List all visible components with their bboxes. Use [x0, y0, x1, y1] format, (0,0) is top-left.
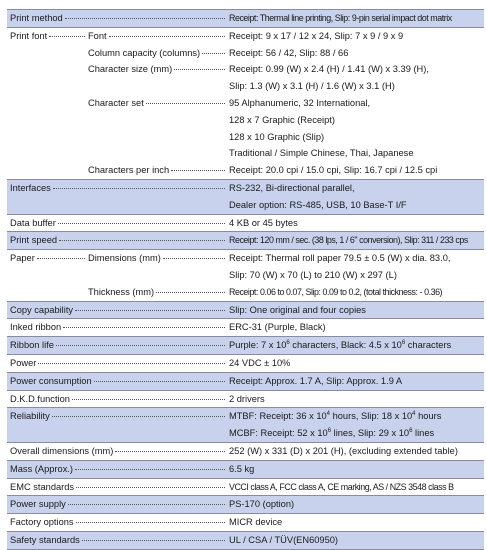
dot-leader [146, 103, 225, 104]
spec-line [7, 129, 484, 146]
spec-value: Receipt: 0.06 to 0.07, Slip: 0.09 to 0.2, (total thickness: - 0.36) [229, 286, 443, 297]
dot-leader [59, 240, 225, 241]
spec-value: Slip: 1.3 (W) x 3.1 (H) / 1.6 (W) x 3.1 (H) [229, 81, 395, 92]
spec-line [7, 112, 484, 129]
spec-label: Power consumption [10, 375, 92, 386]
spec-row [7, 354, 484, 372]
spec-line [7, 391, 484, 408]
dot-leader [115, 451, 225, 452]
spec-row [7, 442, 484, 460]
spec-label: Reliability [10, 411, 50, 422]
spec-row [7, 531, 484, 549]
dot-leader [52, 416, 225, 417]
spec-value: Receipt: Thermal roll paper 79.5 ± 0.5 (W) x dia. 83.0, [229, 253, 451, 264]
spec-line [7, 425, 484, 442]
dot-leader [163, 258, 225, 259]
spec-line [7, 78, 484, 95]
dot-leader [37, 258, 85, 259]
spec-value: UL / CSA / TÜV(EN60950) [229, 534, 339, 545]
superscript-exponent: 4 [326, 411, 330, 418]
dot-leader [109, 36, 225, 37]
spec-line [7, 496, 484, 513]
spec-value: Receipt: 120 mm / sec. (38 lps, 1 / 6" conversion), Slip: 311 / 233 cps [229, 235, 468, 246]
spec-label: Paper [10, 253, 35, 264]
spec-label: Print font [10, 30, 48, 41]
spec-label: Ribbon life [10, 340, 54, 351]
superscript-exponent: 6 [401, 340, 406, 347]
spec-label: Copy capability [10, 304, 74, 315]
dot-leader [171, 170, 225, 171]
spec-row [7, 249, 484, 300]
spec-value: Purple: 7 x $10^6$ characters, Black: 4.5 x $10^6$ characters [229, 340, 452, 351]
spec-line [7, 162, 484, 179]
spec-row [7, 407, 484, 442]
dot-leader [65, 18, 225, 19]
superscript-exponent: 6 [327, 428, 332, 435]
spec-value: 6.5 kg [229, 463, 255, 474]
spec-value: 128 x 7 Graphic (Receipt) [229, 114, 335, 125]
spec-value: Traditional / Simple Chinese, Thai, Japanese [229, 148, 414, 159]
spec-label: Data buffer [10, 217, 56, 228]
spec-line [7, 443, 484, 460]
spec-row [7, 301, 484, 319]
spec-line [7, 61, 484, 78]
dot-leader [174, 69, 225, 70]
spec-value: 2 drivers [229, 393, 265, 404]
dot-leader [72, 399, 225, 400]
spec-value: 128 x 10 Graphic (Slip) [229, 131, 325, 142]
spec-sublabel: Thickness (mm) [88, 286, 155, 297]
spec-row [7, 318, 484, 336]
spec-row [7, 214, 484, 232]
spec-line [7, 355, 484, 372]
dot-leader [76, 522, 225, 523]
spec-line [7, 145, 484, 162]
spec-value: 252 (W) x 331 (D) x 201 (H), (excluding extended table) [229, 445, 458, 456]
dot-leader [63, 327, 225, 328]
spec-value: Receipt: Thermal line printing, Slip: 9-pin serial impact dot matrix [229, 13, 452, 23]
spec-row [7, 336, 484, 354]
spec-value: ERC-31 (Purple, Black) [229, 322, 326, 333]
spec-label: Overall dimensions (mm) [10, 445, 114, 456]
spec-row [7, 460, 484, 478]
spec-row [7, 179, 484, 214]
spec-label: Power supply [10, 499, 66, 510]
dot-leader [82, 540, 225, 541]
dot-leader [56, 345, 225, 346]
spec-label: Factory options [10, 517, 74, 528]
spec-value: 4 KB or 45 bytes [229, 217, 298, 228]
spec-label: Print speed [10, 235, 58, 246]
spec-row [7, 513, 484, 531]
spec-row [7, 231, 484, 249]
spec-row [7, 495, 484, 513]
dot-leader [75, 469, 225, 470]
spec-line [7, 284, 484, 301]
spec-value: 95 Alphanumeric, 32 International, [229, 97, 371, 108]
spec-value: Receipt: 20.0 cpi / 15.0 cpi, Slip: 16.7 cpi / 12.5 cpi [229, 165, 438, 176]
dot-leader [53, 188, 225, 189]
spec-line [7, 337, 484, 354]
spec-table [7, 9, 484, 550]
spec-line [7, 373, 484, 390]
spec-line [7, 479, 484, 496]
dot-leader [156, 292, 225, 293]
spec-value: MICR device [229, 517, 283, 528]
spec-row [7, 390, 484, 408]
spec-value: RS-232, Bi-directional parallel, [229, 182, 355, 193]
dot-leader [38, 363, 225, 364]
spec-label: EMC standards [10, 481, 75, 492]
spec-sublabel: Font [88, 30, 107, 41]
spec-value: Receipt: 9 x 17 / 12 x 24, Slip: 7 x 9 / 9 x 9 [229, 30, 404, 41]
spec-label: Interfaces [10, 182, 51, 193]
dot-leader [75, 310, 225, 311]
spec-value: MTBF: Receipt: 36 x $10^4$ hours, Slip: 18 x $10^4$ hours [229, 411, 442, 422]
spec-value: PS-170 (option) [229, 499, 295, 510]
spec-line [7, 180, 484, 197]
superscript-exponent: 6 [286, 340, 290, 347]
dot-leader [49, 36, 85, 37]
spec-row [7, 27, 484, 179]
spec-line [7, 28, 484, 45]
spec-value: MCBF: Receipt: 52 x $10^6$ lines, Slip: 29 x $10^6$ lines [229, 428, 435, 439]
dot-leader [76, 487, 225, 488]
spec-line [7, 95, 484, 112]
dot-leader [202, 53, 225, 54]
spec-line [7, 232, 484, 249]
spec-value: 24 VDC ± 10% [229, 357, 291, 368]
spec-sublabel: Dimensions (mm) [88, 253, 161, 264]
spec-line [7, 461, 484, 478]
spec-line [7, 197, 484, 214]
superscript-exponent: 4 [412, 411, 416, 418]
dot-leader [94, 381, 225, 382]
spec-value: VCCI class A, FCC class A, CE marking, AS / NZS 3548 class B [229, 481, 454, 492]
spec-value: Slip: 70 (W) x 70 (L) to 210 (W) x 297 (L) [229, 269, 397, 280]
spec-line [7, 319, 484, 336]
spec-line [7, 10, 484, 27]
spec-row [7, 9, 484, 27]
spec-sublabel: Character size (mm) [88, 64, 173, 75]
dot-leader [58, 223, 225, 224]
spec-label: Power [10, 357, 37, 368]
spec-sublabel: Characters per inch [88, 165, 170, 176]
spec-sublabel: Character set [88, 97, 144, 108]
spec-line [7, 514, 484, 531]
spec-row [7, 478, 484, 496]
spec-line [7, 250, 484, 267]
spec-value: Receipt: Approx. 1.7 A, Slip: Approx. 1.9 A [229, 375, 403, 386]
spec-line [7, 215, 484, 232]
spec-label: Mass (Approx.) [10, 463, 74, 474]
spec-label: Print method [10, 13, 63, 23]
spec-line [7, 532, 484, 549]
spec-label: Safety standards [10, 534, 80, 545]
spec-value: Slip: One original and four copies [229, 304, 366, 315]
spec-value: Receipt: 56 / 42, Slip: 88 / 66 [229, 47, 349, 58]
spec-row [7, 372, 484, 390]
spec-label: Inked ribbon [10, 322, 62, 333]
spec-line [7, 267, 484, 284]
spec-line [7, 408, 484, 425]
spec-sublabel: Column capacity (columns) [88, 47, 201, 58]
dot-leader [68, 504, 225, 505]
spec-value: Dealer option: RS-485, USB, 10 Base-T I/F [229, 199, 407, 210]
spec-value: Receipt: 0.99 (W) x 2.4 (H) / 1.41 (W) x 3.39 (H), [229, 64, 429, 75]
spec-label: D.K.D.function [10, 393, 70, 404]
spec-line [7, 45, 484, 62]
superscript-exponent: 6 [409, 428, 413, 435]
spec-line [7, 302, 484, 319]
